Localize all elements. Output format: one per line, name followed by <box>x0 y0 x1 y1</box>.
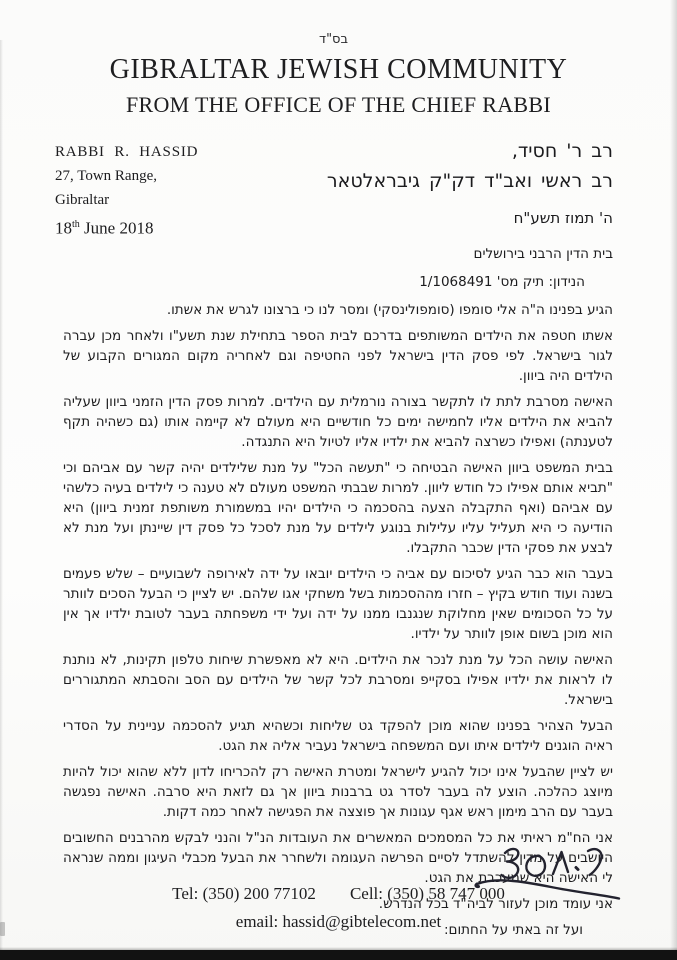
date-month-year: June 2018 <box>79 218 154 238</box>
sender-name: RABBI R. HASSID <box>55 144 199 160</box>
letter-body <box>63 244 613 940</box>
scan-edge-left <box>0 40 3 950</box>
cell-number: Cell: (350) 58 747 000 <box>349 884 505 903</box>
contact-footer <box>0 884 677 932</box>
date-ordinal: th <box>72 219 80 230</box>
body-paragraph: הגיע בפנינו ה"ה אלי סומפו (סומפולינסקי) ומסר לנו כי ברצונו לגרש את אשתו. <box>166 302 613 318</box>
body-paragraph: אני הח"מ ראיתי את כל המסמכים המאשרים את העובדות הנ"ל והנני לבקש מהרבנים החשובים היושבים על מדין להשתדל לסיים הפרשה העגומה ולשחרר את הבעל מכבלי העיגון וממה שנראה לי האישה היא שמעכבת את הגט. <box>63 830 613 886</box>
letter-title: GIBRALTAR JEWISH COMMUNITY <box>109 54 568 85</box>
bsd-dedication: בס"ד <box>318 32 349 47</box>
telephone-number: Tel: (350) 200 77102 <box>172 884 316 903</box>
sender-name-hebrew: רב ר' חסיד, <box>511 140 613 162</box>
scan-edge-right <box>670 0 677 950</box>
email-address: email: hassid@gibtelecom.net <box>235 912 442 931</box>
body-paragraph: האישה מסרבת לתת לו לתקשר בצורה נורמלית עם הילדים. למרות פסק הדין הזמני ביוון שעליה להביא את הילדים אליו לחמישה ימים כל חודשיים היא מעולם לא קיימה אותו (גם כשהיה תקף לטענתה) ואפילו כשרצה להביא את ילדיו אליו לטיול היא התנגדה. <box>63 394 613 450</box>
sender-address-line2: Gibraltar <box>55 192 110 208</box>
body-paragraph: האישה עושה הכל על מנת לנכר את הילדים. היא לא מאפשרת שיחות טלפון תקינות, לא נותנת לו לראות את ילדיו אפילו בסקייפ ומסרבת לכל קשר של הילדים עם הסב והסבתא המתגוררים בישראל. <box>63 652 613 708</box>
body-paragraph: בעבר הוא כבר הגיע לסיכום עם אביה כי הילדים יובאו על ידה לאירופה לשבועיים – שלש פעמים בשנה ועוד חודש בקיץ – חזרו מההסכמות בשל משחקי אגו שלהם. יש לציין כי הבעל הסכים לוותר על כל הסכומים שאין מחלוקת שנגנבו ממנו על ידה ועל ידי משפחתה בעבר לטובת ילדיו אך אין הוא מוכן בשום אופן לוותר על ילדיו. <box>63 566 613 642</box>
recipient-line: בית הדין הרבני בירושלים <box>473 246 613 262</box>
scan-smudge-left <box>0 922 5 936</box>
sender-block-english <box>55 140 198 241</box>
subject-case-number-line: הנידון: תיק מס' 1/1068491 <box>419 274 585 290</box>
scan-edge-bottom <box>0 950 677 960</box>
letter-date-english <box>55 213 198 241</box>
letter-subtitle: FROM THE OFFICE OF THE CHIEF RABBI <box>125 92 551 117</box>
phone-line <box>0 884 677 904</box>
sender-address-line1: 27, Town Range, <box>55 168 157 184</box>
body-paragraph: יש לציין שהבעל אינו יכול להגיע לישראל ומטרת האישה רק להכריחו לדון ללא שהוא יכול להיות מיוצג כהלכה. הוצע לה בעבר לסדר גט ברבנות ביוון אך גם לזאת היא סרבה. האישה נפגשה בעבר עם הרב מימון ראש אגף עגונות אך פוצצה את הפגישה לאחר כמה דקות. <box>63 764 613 820</box>
body-paragraph: הבעל הצהיר בפנינו שהוא מוכן להפקד גט שליחות וכשהיא תגיע להסכמה עניינית על הסדרי ראיה הוגנים לילדים איתו ועם המשפחה בישראל נעביר אליה את הגט. <box>63 718 613 754</box>
letter-date-hebrew: ה' תמוז תשע"ח <box>513 209 613 227</box>
sender-title-hebrew: רב ראשי ואב"ד דק"ק גיבראלטאר <box>326 170 613 192</box>
body-paragraph: אני עומד מוכן לעזור לביה"ד בכל הנדרש. <box>378 896 613 912</box>
sender-block-hebrew <box>327 136 613 196</box>
closing-line: ועל זה באתי על החתום: <box>443 922 583 938</box>
body-paragraph: אשתו חטפה את הילדים המשותפים בדרכם לבית הספר בתחילת שנת תשע"ו ולאחר מכן עברה לגור בישראל. לפי פסק הדין בישראל לפני החטיפה וגם לאחריה מקום המגורים הקבוע של הילדים היה ביוון. <box>63 328 613 384</box>
date-day: 18 <box>55 218 72 238</box>
body-paragraph: בבית המשפט ביוון האישה הבטיחה כי "תעשה הכל" על מנת שלילדים יהיה קשר עם אביהם וכי "תביא אותם אפילו כל חודש ליוון. למרות שבבתי המשפט מעולם לא טענה כי לילדים בעיה כלשהי עם אביהם (ואף התקבלה הצעה בהסכמה כי הילדים יהיו במשמורת משותפת זמנית ביוון) היא הודיעה כי היא תעליל עליו עלילות בנוגע לילדים על מנת לסכל כל פסק דין שיינתן ועל מנת לא לבצע את פסקי הדין שכבר התקבלו. <box>63 460 613 556</box>
